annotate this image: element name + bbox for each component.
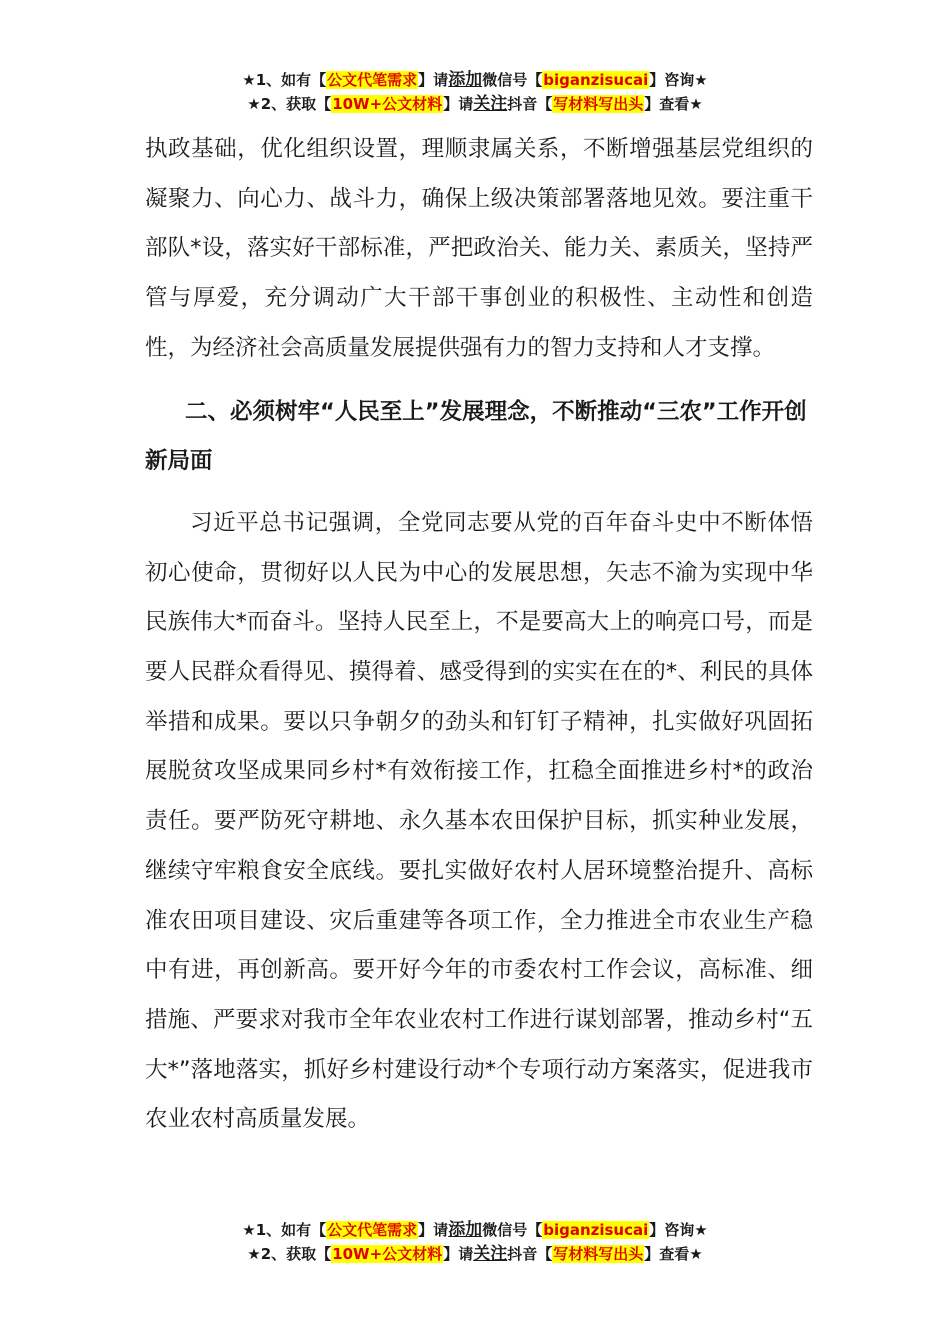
banner-text: ★2、获取【 — [247, 95, 332, 113]
banner-text: 】查看★ — [644, 95, 703, 113]
banner-wechat-id: biganzisucai — [543, 1221, 649, 1239]
banner-wechat-id: biganzisucai — [543, 71, 649, 89]
banner-douyin-id: 写材料写出头 — [553, 1245, 644, 1263]
banner-highlight: 公文代笔需求 — [327, 71, 418, 89]
banner-highlight: 10W+公文材料 — [332, 1245, 443, 1263]
document-body — [145, 125, 813, 1145]
top-banner — [0, 68, 950, 116]
banner-text: 抖音【 — [507, 95, 553, 113]
banner-text: 】请 — [418, 71, 449, 89]
banner-emphasis: 关注 — [473, 94, 508, 114]
banner-text: 】查看★ — [644, 1245, 703, 1263]
banner-text: 】请 — [443, 95, 474, 113]
banner-highlight: 10W+公文材料 — [332, 95, 443, 113]
banner-text: 微信号【 — [482, 1221, 543, 1239]
banner-text: 】咨询★ — [649, 71, 708, 89]
bottom-banner — [0, 1218, 950, 1266]
banner-line-1 — [0, 68, 950, 92]
banner-text: 】请 — [418, 1221, 449, 1239]
section-heading-2: 二、必须树牢“人民至上”发展理念，不断推动“三农”工作开创新局面 — [145, 398, 807, 475]
banner-line-2 — [0, 92, 950, 116]
banner-text: 】请 — [443, 1245, 474, 1263]
banner-line-1 — [0, 1218, 950, 1242]
paragraph-1: 执政基础，优化组织设置，理顺隶属关系，不断增强基层党组织的凝聚力、向心力、战斗力，确保上级决策部署落地见效。要注重干部队*设，落实好干部标准，严把政治关、能力关、素质关，坚持严管与厚爱，充分调动广大干部干事创业的积极性、主动性和创造性，为经济社会高质量发展提供强有力的智力支持和人才支撑。 — [145, 136, 813, 361]
banner-emphasis: 关注 — [473, 1244, 508, 1264]
banner-text: ★1、如有【 — [242, 1221, 327, 1239]
banner-text: 】咨询★ — [649, 1221, 708, 1239]
banner-text: 抖音【 — [507, 1245, 553, 1263]
banner-text: 微信号【 — [482, 71, 543, 89]
banner-emphasis: 添加 — [448, 70, 483, 90]
banner-douyin-id: 写材料写出头 — [553, 95, 644, 113]
banner-highlight: 公文代笔需求 — [327, 1221, 418, 1239]
paragraph-2: 习近平总书记强调，全党同志要从党的百年奋斗史中不断体悟初心使命，贯彻好以人民为中心的发展思想，矢志不渝为实现中华民族伟大*而奋斗。坚持人民至上，不是要高大上的响亮口号，而是要人民群众看得见、摸得着、感受得到的实实在在的*、利民的具体举措和成果。要以只争朝夕的劲头和钉钉子精神，扎实做好巩固拓展脱贫攻坚成果同乡村*有效衔接工作，扛稳全面推进乡村*的政治责任。要严防死守耕地、永久基本农田保护目标，抓实种业发展，继续守牢粮食安全底线。要扎实做好农村人居环境整治提升、高标准农田项目建设、灾后重建等各项工作，全力推进全市农业生产稳中有进，再创新高。要开好今年的市委农村工作会议，高标准、细措施、严要求对我市全年农业农村工作进行谋划部署，推动乡村“五大*”落地落实，抓好乡村建设行动*个专项行动方案落实，促进我市农业农村高质量发展。 — [145, 509, 813, 1133]
banner-text: ★2、获取【 — [247, 1245, 332, 1263]
banner-line-2 — [0, 1242, 950, 1266]
banner-emphasis: 添加 — [448, 1220, 483, 1240]
banner-text: ★1、如有【 — [242, 71, 327, 89]
